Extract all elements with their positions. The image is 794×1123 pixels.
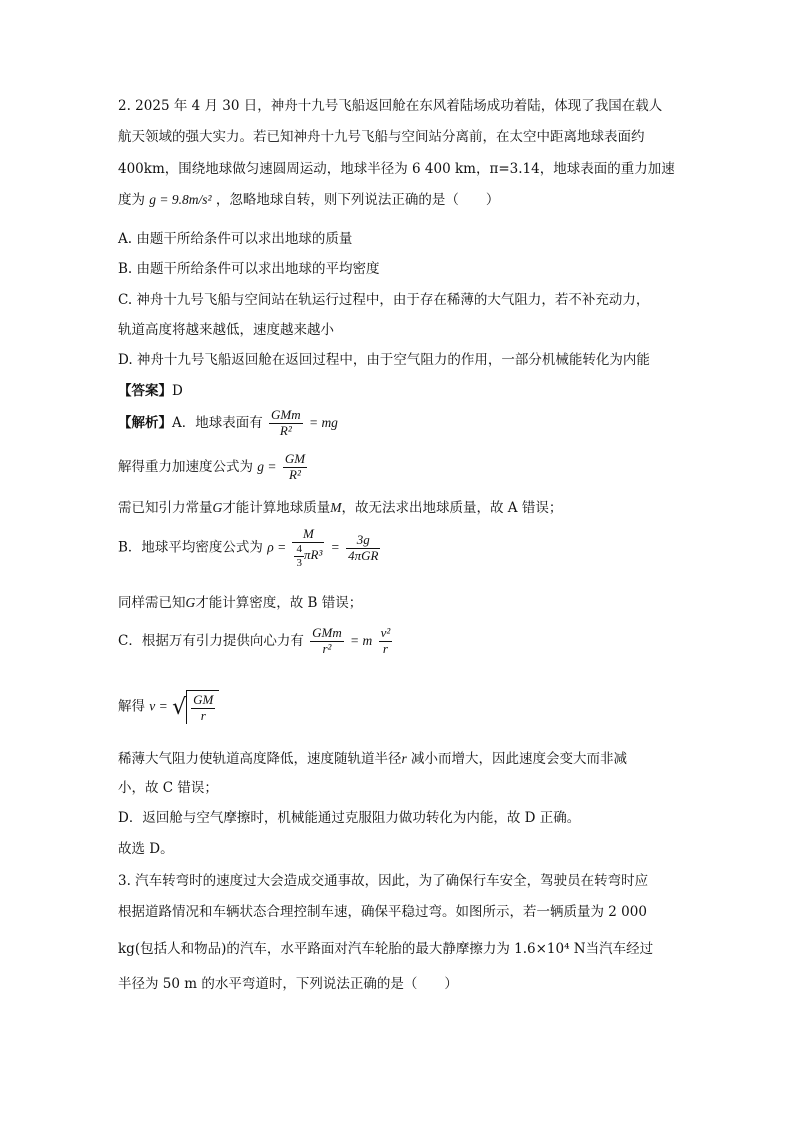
analysis-label: 【解析】: [118, 414, 172, 431]
fraction-density: M $\frac{4}{3}$ πR³: [292, 527, 324, 569]
fraction-v2-r: $\frac{\text{v²}}{r}$: [380, 625, 391, 656]
fraction-gm-r2: $\frac{GM}{\text{R²}}$: [284, 451, 306, 482]
q2-line-3: 400km，围绕地球做匀速圆周运动，地球半径为 6 400 km，π=3.14，地球表面的重力加速: [118, 161, 675, 177]
solve-v-line: 解得 v = √ $\frac{GM}{r}$: [118, 690, 219, 724]
q3-line-2: 根据道路情况和车辆状态合理控制车速，确保平稳过弯。如图所示，若一辆质量为 2 000: [118, 904, 647, 920]
q2-line-4: 度为 g = 9.8m/s² ，忽略地球自转，则下列说法正确的是（ ）: [118, 192, 500, 208]
fraction-gmm-r: $\frac{\text{GMm}}{\text{r²}}$: [312, 625, 342, 656]
option-b: B. 由题干所给条件可以求出地球的平均密度: [118, 261, 380, 277]
same-g-line: 同样需已知G才能计算密度，故 B 错误；: [118, 595, 363, 611]
option-c-line-1: C. 神舟十九号飞船与空间站在轨运行过程中，由于存在稀薄的大气阻力，若不补充动力，: [118, 292, 650, 308]
need-g-line: 需已知引力常量G才能计算地球质量M，故无法求出地球质量，故 A 错误；: [118, 500, 563, 516]
solve-g-line: 解得重力加速度公式为 g = $\frac{GM}{\text{R²}}$: [118, 451, 306, 482]
fraction-gmm-r2: $\frac{\text{GMm}}{\text{R²}}$: [271, 407, 301, 438]
sqrt-expression: √ $\frac{GM}{r}$: [172, 690, 219, 724]
fraction-3g: $\frac{3g}{\text{4πGR}}$: [348, 531, 379, 563]
answer-value: D: [172, 383, 183, 399]
density-line: B．地球平均密度公式为 ρ = M $\frac{4}{3}$ πR³ = $\frac{3g}{\text{4πGR}}$: [118, 526, 379, 569]
gravity-value: g = 9.8m/s²: [149, 192, 212, 207]
choose-line: 故选 D。: [118, 841, 174, 857]
option-d: D. 神舟十九号飞船返回舱在返回过程中，由于空气阻力的作用，一部分机械能转化为内能: [118, 352, 650, 368]
centripetal-line: C．根据万有引力提供向心力有 $\frac{\text{GMm}}{\text{r²}}$ = m $\frac{\text{v²}}{r}$: [118, 625, 391, 656]
q2-line-1: 2. 2025 年 4 月 30 日，神舟十九号飞船返回舱在东风着陆场成功着陆，体现了我国在载人: [118, 98, 663, 114]
thin-air-line-1: 稀薄大气阻力使轨道高度降低，速度随轨道半径r 减小而增大，因此速度会变大而非减: [118, 751, 628, 767]
q3-line-1: 3. 汽车转弯时的速度过大会造成交通事故，因此，为了确保行车安全，驾驶员在转弯时应: [118, 873, 649, 889]
analysis-a-line: 【解析】A．地球表面有 $\frac{\text{GMm}}{\text{R²}}$ = mg: [118, 407, 338, 438]
answer-label: 【答案】: [118, 383, 172, 399]
option-a: A. 由题干所给条件可以求出地球的质量: [118, 231, 353, 247]
thin-air-line-2: 小，故 C 错误；: [118, 780, 218, 796]
q3-line-4: 半径为 50 m 的水平弯道时，下列说法正确的是（ ）: [118, 976, 458, 992]
fraction-four-thirds: $\frac{4}{3}$: [296, 542, 302, 569]
q3-line-3: kg(包括人和物品)的汽车，水平路面对汽车轮胎的最大静摩擦力为 1.6×10⁴ N当汽车经过: [118, 941, 654, 957]
q2-line-2: 航天领域的强大实力。若已知神舟十九号飞船与空间站分离前，在太空中距离地球表面约: [118, 129, 645, 145]
answer-line: [118, 385, 183, 399]
analysis-d-line: D．返回舱与空气摩擦时，机械能通过克服阻力做功转化为内能，故 D 正确。: [118, 810, 581, 826]
option-c-line-2: 轨道高度将越来越低，速度越来越小: [118, 322, 334, 338]
